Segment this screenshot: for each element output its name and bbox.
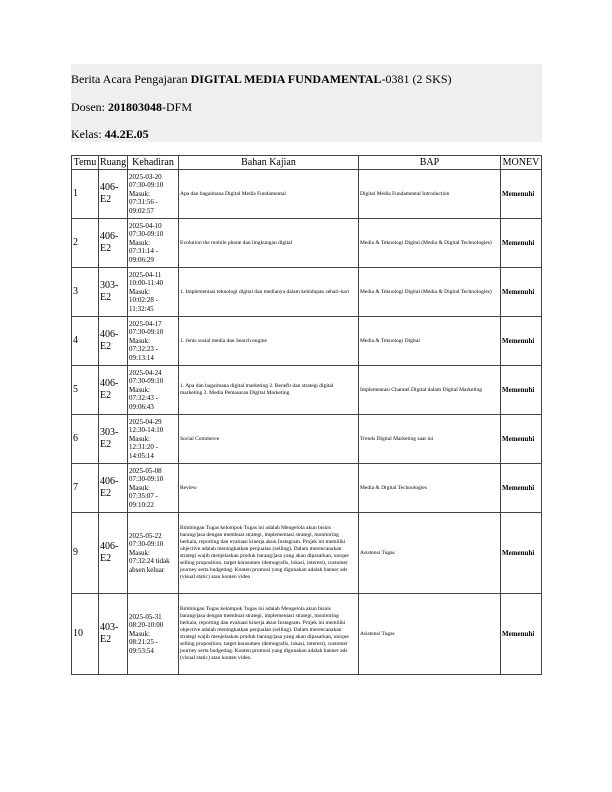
table-row — [72, 219, 542, 268]
lecturer-id: 201803048 — [108, 100, 162, 114]
cell-bap: Media & Teknologi Digital (Media & Digital Technologies) — [359, 268, 501, 317]
cell-bahan-kajian: 1. Apa dan bagaimana digital marketing 2. Benefit dan strategi digital marketing 3. Media Pemasaran Digital Marketing — [179, 366, 359, 415]
table-row — [72, 594, 542, 675]
column-header-temu: Temu — [72, 156, 99, 170]
cell-temu: 2 — [72, 219, 99, 268]
kehadiran-date: 2025-04-10 — [129, 221, 162, 230]
cell-kehadiran — [128, 268, 179, 317]
cell-monev: Memenuhi — [501, 464, 542, 513]
kehadiran-label: Masuk: — [129, 548, 150, 557]
cell-monev: Memenuhi — [501, 366, 542, 415]
cell-bahan-kajian: 1. Implementasi teknologi digital dan medianya dalam kehidupan sehari-hari — [179, 268, 359, 317]
kehadiran-out: 09:10:22 — [129, 500, 154, 509]
cell-monev: Memenuhi — [501, 317, 542, 366]
kehadiran-out: 09:13:14 — [129, 353, 154, 362]
column-header-bap: BAP — [359, 156, 501, 170]
kehadiran-label: Masuk: — [129, 287, 150, 296]
kehadiran-out: 09:06:29 — [129, 255, 154, 264]
kehadiran-schedule: 12:30-14:10 — [129, 426, 164, 435]
kehadiran-schedule: 08:20-10:00 — [129, 621, 164, 630]
cell-kehadiran — [128, 317, 179, 366]
kehadiran-label: Masuk: — [129, 336, 150, 345]
cell-kehadiran — [128, 366, 179, 415]
kehadiran-date: 2025-03-20 — [129, 172, 162, 181]
cell-kehadiran — [128, 170, 179, 219]
cell-ruang: 303-E2 — [99, 415, 128, 464]
cell-bap: Asistensi Tugas — [359, 513, 501, 594]
course-title-line — [71, 72, 452, 86]
kehadiran-date: 2025-04-17 — [129, 319, 162, 328]
kehadiran-schedule: 07:30-09:10 — [129, 540, 164, 549]
cell-kehadiran — [128, 594, 179, 675]
cell-ruang: 406-E2 — [99, 219, 128, 268]
table-row — [72, 464, 542, 513]
cell-bahan-kajian: Bimbingan Tugas kelompok Tugas ini adalah Mengelola akun bisnis barang/jasa dengan membuat strategi, implementasi strategi, monitoring berkala, reporting dan evaluasi kinerja akun Instagram. Projek ini memiliki objective adalah meningkatkan penjualan (selling). Dalam merencanakan strategi wajib menjelaskan produk barang/jasa yang akan dipasarkan, unique selling proposition, target konsumen (demografis, lokasi, interest), customer journey serta budgeting. Konten promosi yang digunakan adalah banner ads (visual static) atau konten video — [179, 513, 359, 594]
cell-bahan-kajian: Bimbingan Tugas kelompok Tugas ini adalah Mengelola akun bisnis barang/jasa dengan membuat strategi, implementasi strategi, monitoring berkala, reporting dan evaluasi kinerja akun Instagram. Projek ini memiliki objective adalah meningkatkan penjualan (selling). Dalam merencanakan strategi wajib menjelaskan produk barang/jasa yang akan dipasarkan, unique selling proposition, target konsumen (demografis, lokasi, interest), customer journey serta budgeting. Konten promosi yang digunakan adalah banner ads (visual static) atau konten video. — [179, 594, 359, 675]
cell-bahan-kajian: Evolution the mobile phone dan lingkungan digital — [179, 219, 359, 268]
kehadiran-label: Masuk: — [129, 434, 150, 443]
kehadiran-label: Masuk: — [129, 483, 150, 492]
kehadiran-in: 08:21:25 - — [129, 638, 158, 647]
cell-kehadiran — [128, 219, 179, 268]
cell-bap: Asistensi Tugas — [359, 594, 501, 675]
cell-bap: Media & Teknologi Digital (Media & Digital Technologies) — [359, 219, 501, 268]
cell-temu: 1 — [72, 170, 99, 219]
cell-monev: Memenuhi — [501, 415, 542, 464]
column-header-monev: MONEV — [501, 156, 542, 170]
kehadiran-in: 07:32:43 - — [129, 394, 158, 403]
cell-ruang: 406-E2 — [99, 464, 128, 513]
attendance-table — [71, 155, 542, 675]
kehadiran-out: 09:53:54 — [129, 646, 154, 655]
cell-ruang: 303-E2 — [99, 268, 128, 317]
cell-bap: Digital Media Fundamental Introduction — [359, 170, 501, 219]
kehadiran-date: 2025-04-29 — [129, 417, 162, 426]
document-header — [71, 64, 542, 142]
kehadiran-in: 07:32:24 tidak — [129, 557, 170, 566]
kehadiran-label: Masuk: — [129, 629, 150, 638]
cell-bahan-kajian: Apa dan bagaimana Digital Media Fundamental — [179, 170, 359, 219]
table-row — [72, 366, 542, 415]
kehadiran-out: 09:02:57 — [129, 206, 154, 215]
kehadiran-date: 2025-05-22 — [129, 531, 162, 540]
kehadiran-schedule: 07:30-09:10 — [129, 328, 164, 337]
cell-monev: Memenuhi — [501, 513, 542, 594]
cell-ruang: 406-E2 — [99, 513, 128, 594]
title-prefix: Berita Acara Pengajaran — [71, 72, 191, 86]
kehadiran-out: 14:05:14 — [129, 451, 154, 460]
kehadiran-schedule: 07:30-09:10 — [129, 475, 164, 484]
class-line — [71, 127, 149, 141]
kehadiran-in: 07:32:23 - — [129, 345, 158, 354]
cell-monev: Memenuhi — [501, 170, 542, 219]
cell-temu: 10 — [72, 594, 99, 675]
table-header-row — [72, 156, 542, 170]
cell-temu: 6 — [72, 415, 99, 464]
kehadiran-out: 11:32:45 — [129, 304, 154, 313]
kehadiran-schedule: 07:30-09:10 — [129, 230, 164, 239]
kehadiran-label: Masuk: — [129, 189, 150, 198]
table-row — [72, 513, 542, 594]
cell-temu: 5 — [72, 366, 99, 415]
cell-kehadiran — [128, 464, 179, 513]
kehadiran-date: 2025-04-24 — [129, 368, 162, 377]
cell-bap: Media & Digital Technologies — [359, 464, 501, 513]
cell-ruang: 406-E2 — [99, 317, 128, 366]
kehadiran-out: 09:06:43 — [129, 402, 154, 411]
kehadiran-in: 07:31:56 - — [129, 198, 158, 207]
cell-temu: 3 — [72, 268, 99, 317]
column-header-kehadiran: Kehadiran — [128, 156, 179, 170]
table-row — [72, 268, 542, 317]
kehadiran-date: 2025-05-08 — [129, 466, 162, 475]
kehadiran-schedule: 07:30-09:10 — [129, 181, 164, 190]
cell-bahan-kajian: Social Commerce — [179, 415, 359, 464]
cell-ruang: 406-E2 — [99, 366, 128, 415]
cell-monev: Memenuhi — [501, 268, 542, 317]
cell-temu: 4 — [72, 317, 99, 366]
cell-ruang: 403-E2 — [99, 594, 128, 675]
table-row — [72, 317, 542, 366]
column-header-ruang: Ruang — [100, 157, 127, 168]
table-row — [72, 170, 542, 219]
column-header-bahan-kajian: Bahan Kajian — [179, 156, 359, 170]
cell-temu: 7 — [72, 464, 99, 513]
class-label: Kelas: — [71, 127, 105, 141]
course-code: -0381 (2 SKS) — [381, 72, 452, 86]
cell-ruang: 406-E2 — [99, 170, 128, 219]
table-row — [72, 415, 542, 464]
kehadiran-in: 07:35:07 - — [129, 492, 158, 501]
lecturer-code: -DFM — [162, 100, 193, 114]
cell-bahan-kajian: 1. Jenis sosial media dan Search engine — [179, 317, 359, 366]
cell-monev: Memenuhi — [501, 219, 542, 268]
kehadiran-out: absen keluar — [129, 565, 165, 574]
cell-kehadiran — [128, 513, 179, 594]
cell-kehadiran — [128, 415, 179, 464]
course-name: DIGITAL MEDIA FUNDAMENTAL — [190, 72, 382, 86]
lecturer-label: Dosen: — [71, 100, 108, 114]
lecturer-line — [71, 100, 192, 114]
cell-bahan-kajian: Review — [179, 464, 359, 513]
cell-bap: Media & Teknologi Digital — [359, 317, 501, 366]
kehadiran-in: 12:31:20 - — [129, 443, 158, 452]
kehadiran-label: Masuk: — [129, 238, 150, 247]
kehadiran-in: 10:02:28 - — [129, 296, 158, 305]
kehadiran-label: Masuk: — [129, 385, 150, 394]
cell-bap: Trends Digital Marketing saat ini — [359, 415, 501, 464]
kehadiran-schedule: 07:30-09:10 — [129, 377, 164, 386]
kehadiran-date: 2025-05-31 — [129, 612, 162, 621]
class-value: 44.2E.05 — [104, 127, 149, 141]
kehadiran-in: 07:31:14 - — [129, 247, 158, 256]
cell-temu: 9 — [72, 513, 99, 594]
cell-bap: Implementasi Channel Digital dalam Digital Marketing — [359, 366, 501, 415]
cell-monev: Memenuhi — [501, 594, 542, 675]
kehadiran-date: 2025-04-11 — [129, 270, 162, 279]
kehadiran-schedule: 10:00-11:40 — [129, 279, 163, 288]
